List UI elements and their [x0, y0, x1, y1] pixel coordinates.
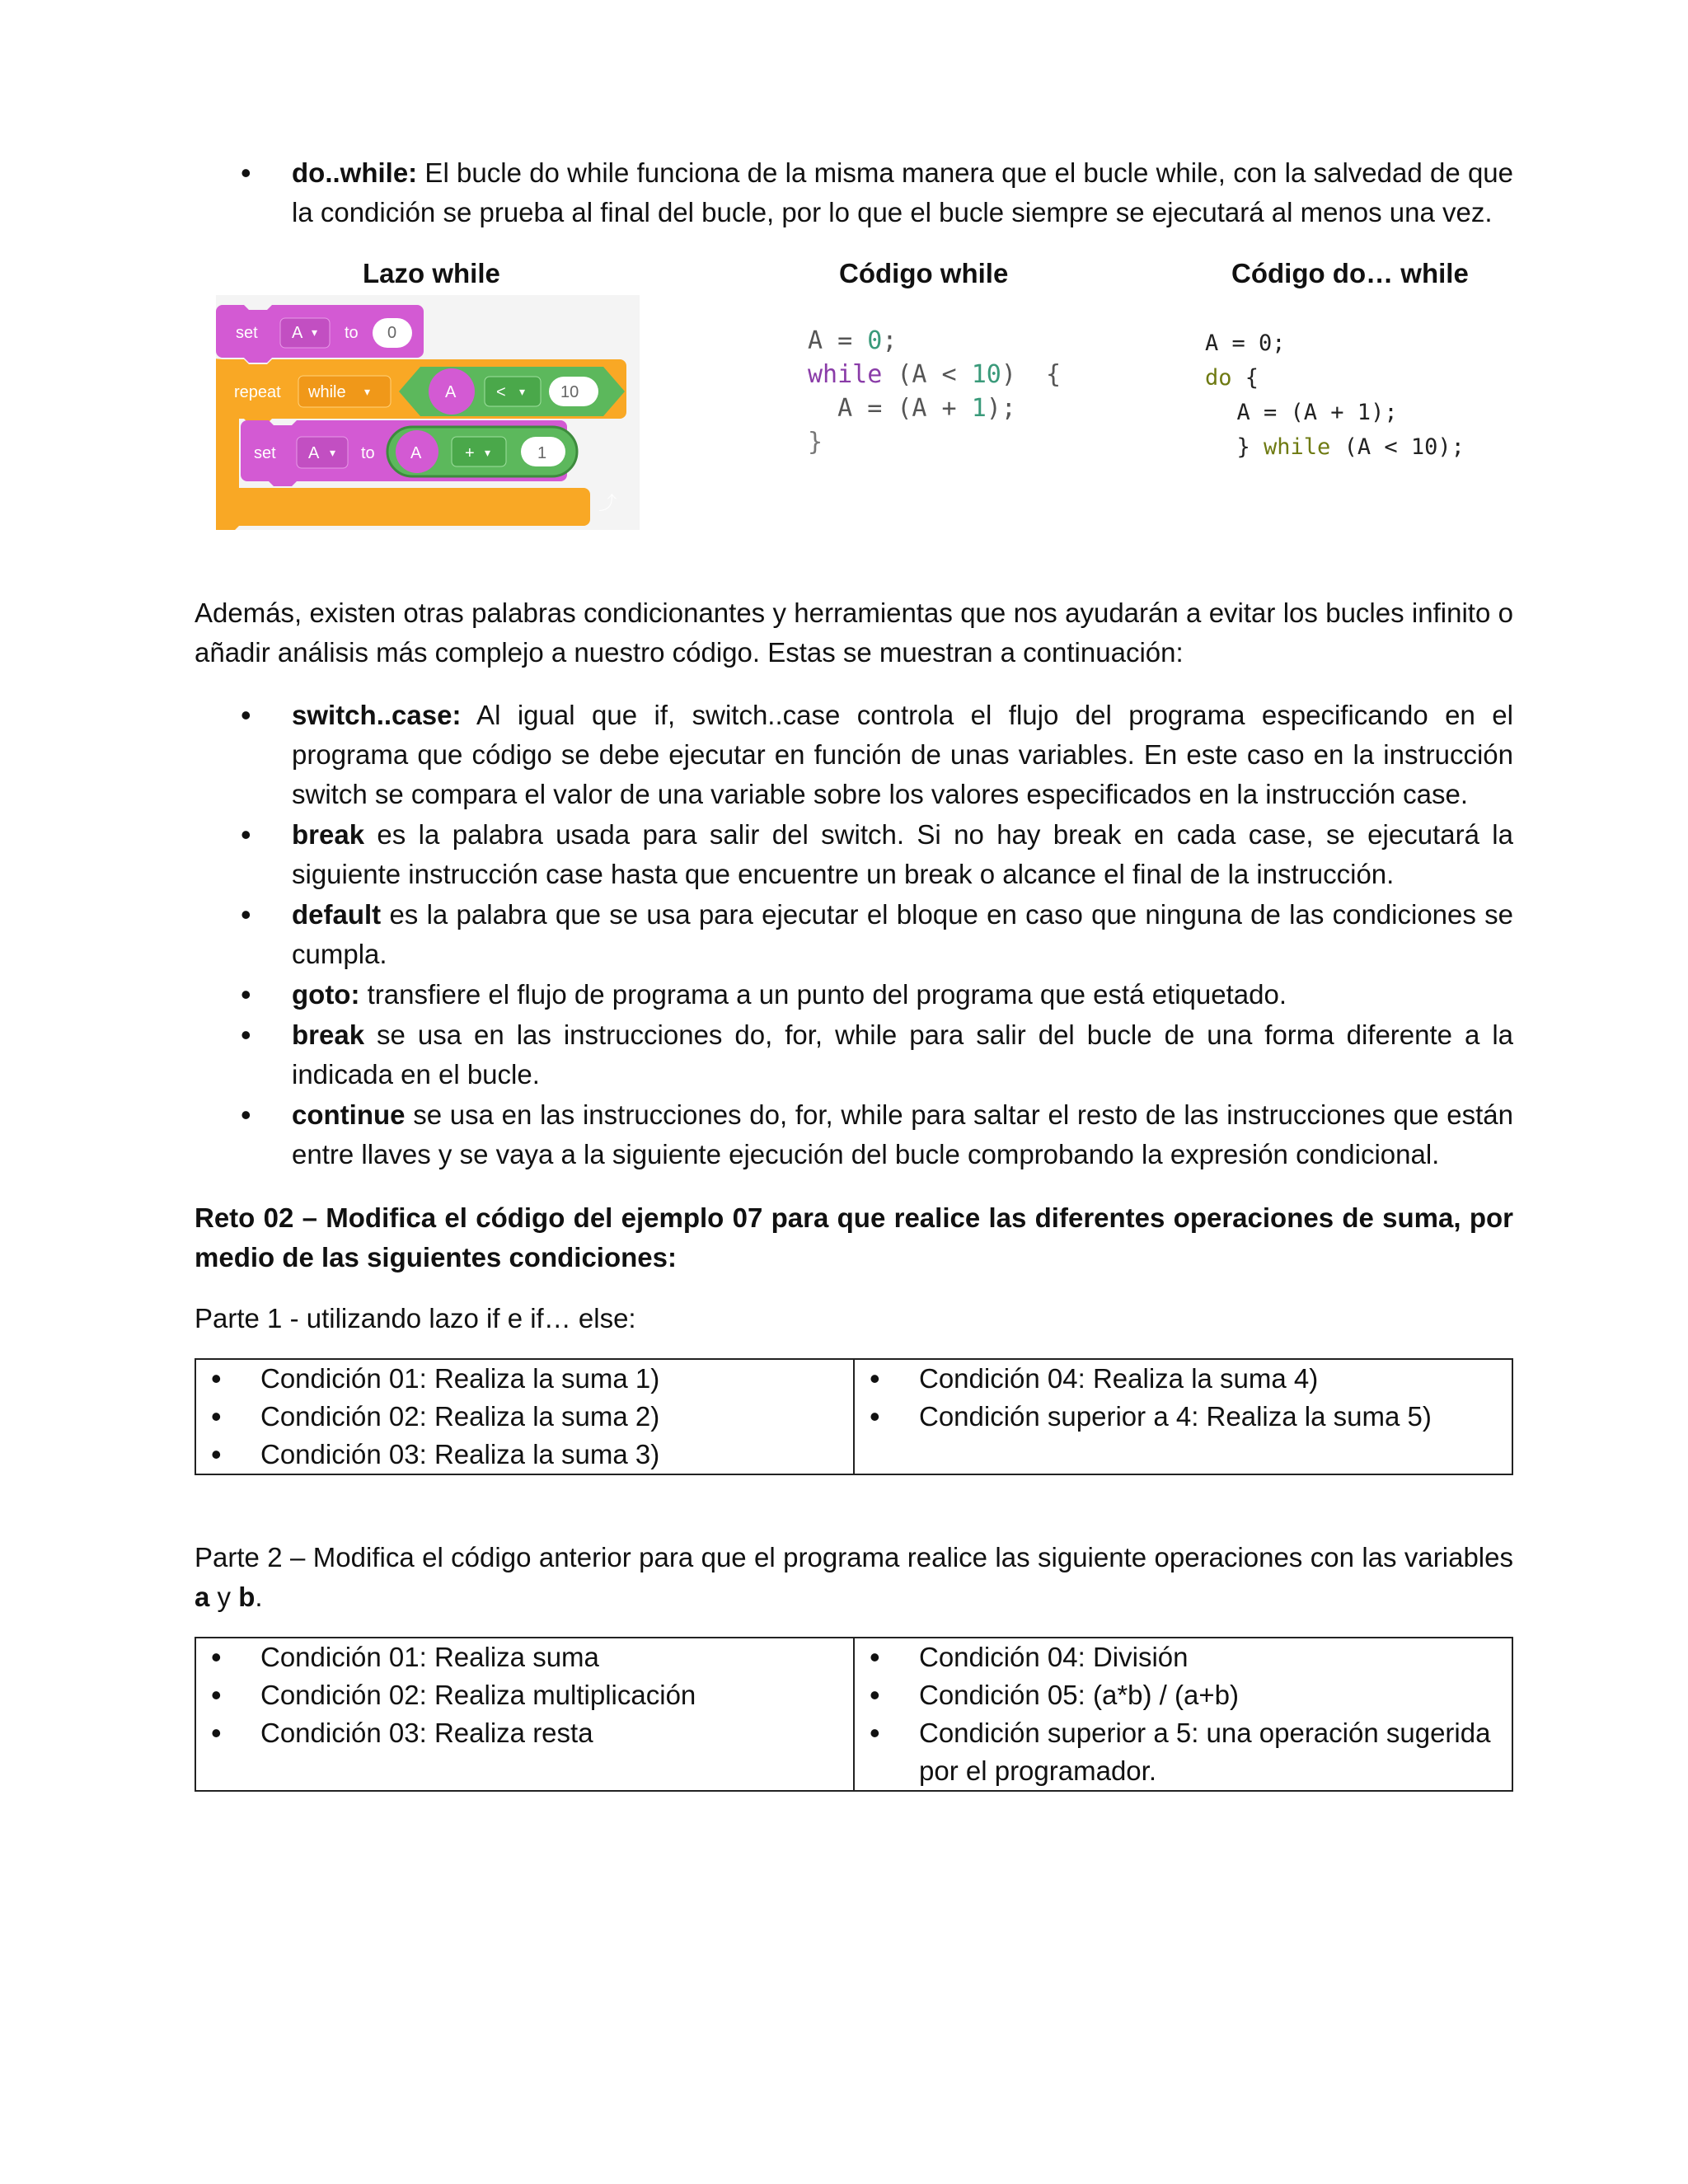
- set-label-1: set: [236, 324, 258, 342]
- keyword-item: • break es la palabra usada para salir del switch. Si no hay break en cada case, se ejecutará la siguiente instrucción case hasta que encuentre un break o alcance el final de la instrucción.: [195, 815, 1513, 894]
- chevron-down-icon: ▾: [364, 385, 371, 398]
- while-block-diagram: [216, 295, 640, 530]
- list-item: • Condición 04: División: [855, 1638, 1512, 1676]
- code-while-line-4: }: [808, 428, 823, 457]
- var-dropdown-2[interactable]: A: [308, 444, 320, 462]
- code-dowhile-line-2: do {: [1205, 365, 1259, 391]
- set-label-2: set: [254, 444, 276, 462]
- cond-var: A: [445, 383, 457, 401]
- keyword-item: • default es la palabra que se usa para ejecutar el bloque en caso que ninguna de las condiciones se cumpla.: [195, 895, 1513, 974]
- list-item: • Condición 02: Realiza multiplicación: [196, 1676, 853, 1714]
- parte1-right-cell: [854, 1359, 1512, 1474]
- list-item: • Condición 01: Realiza la suma 1): [196, 1360, 853, 1398]
- parte1-label: Parte 1 - utilizando lazo if e if… else:: [195, 1303, 636, 1333]
- list-item: • Condición 03: Realiza resta: [196, 1714, 853, 1752]
- cond-value[interactable]: 10: [560, 383, 579, 401]
- code-dowhile-line-4: } while (A < 10);: [1210, 434, 1465, 460]
- dowhile-keyword: do..while:: [292, 157, 418, 188]
- lazo-while-title: Lazo while: [363, 258, 500, 288]
- set-block-1: [216, 305, 424, 363]
- parte1-table: [195, 1358, 1513, 1475]
- keyword-item: • break se usa en las instrucciones do, for, while para salir del bucle de una forma diferente a la indicada en el bucle.: [195, 1015, 1513, 1094]
- value-input-1[interactable]: 0: [387, 324, 397, 342]
- repeat-label: repeat: [234, 383, 281, 401]
- set-block-2: [241, 420, 577, 486]
- code-while-line-2: while (A < 10) {: [808, 360, 1062, 389]
- parte2-left-cell: [195, 1638, 854, 1791]
- chevron-down-icon: ▾: [519, 385, 526, 398]
- chevron-down-icon: ▾: [312, 326, 318, 339]
- list-item: • Condición 04: Realiza la suma 4): [855, 1360, 1512, 1398]
- cond-op[interactable]: <: [496, 383, 506, 401]
- to-label-2: to: [361, 444, 375, 462]
- code-while-line-3: A = (A + 1);: [808, 394, 1016, 423]
- code-dowhile-line-3: A = (A + 1);: [1210, 400, 1398, 425]
- chevron-down-icon: ▾: [485, 446, 491, 459]
- codigo-while-title: Código while: [839, 258, 1009, 288]
- dowhile-bullet: [195, 153, 1513, 232]
- expr-value[interactable]: 1: [537, 444, 547, 462]
- code-dowhile: [1205, 292, 1465, 534]
- expr-op[interactable]: +: [465, 444, 475, 462]
- list-item: • Condición 02: Realiza la suma 2): [196, 1398, 853, 1436]
- keyword-item: • continue se usa en las instrucciones do, for, while para saltar el resto de las instrucciones que están entre llaves y se vaya a la siguiente ejecución del bucle comprobando la expresión condicional.: [195, 1095, 1513, 1174]
- codigo-dowhile-title: Código do… while: [1231, 258, 1469, 288]
- keyword-bullet-list: [195, 696, 1513, 1175]
- list-item: • Condición superior a 4: Realiza la suma 5): [855, 1398, 1512, 1436]
- dowhile-text: El bucle do while funciona de la misma manera que el bucle while, con la salvedad de que la condición se prueba al final del bucle, por lo que el bucle siempre se ejecutará al menos una vez.: [292, 157, 1513, 227]
- keyword-item: • goto: transfiere el flujo de programa a un punto del programa que está etiquetado.: [195, 975, 1513, 1015]
- intro-paragraph: Además, existen otras palabras condicionantes y herramientas que nos ayudarán a evitar los bucles infinito o añadir análisis más complejo a nuestro código. Estas se muestran a continuación:: [195, 598, 1513, 668]
- code-while: [808, 290, 1061, 527]
- code-while-line-1: A = 0;: [808, 326, 898, 355]
- reto-heading: Reto 02 – Modifica el código del ejemplo 07 para que realice las diferentes operaciones de suma, por medio de las siguientes condiciones:: [195, 1202, 1513, 1272]
- list-item: • Condición 05: (a*b) / (a+b): [855, 1676, 1512, 1714]
- var-dropdown-1[interactable]: A: [292, 324, 303, 342]
- list-item: • Condición 03: Realiza la suma 3): [196, 1436, 853, 1474]
- parte2-right-cell: [854, 1638, 1512, 1791]
- expr-var: A: [410, 444, 422, 462]
- parte2-table: [195, 1637, 1513, 1792]
- parte1-left-cell: [195, 1359, 854, 1474]
- loop-arrow-icon: ⤴: [598, 493, 617, 513]
- list-item: • Condición superior a 5: una operación sugerida por el programador.: [855, 1714, 1512, 1790]
- to-label-1: to: [345, 324, 359, 342]
- dowhile-bullet-list: [195, 153, 1513, 233]
- parte2-label: Parte 2 – Modifica el código anterior para que el programa realice las siguiente operaciones con las variables a y b.: [195, 1542, 1513, 1612]
- while-dropdown[interactable]: while: [308, 383, 346, 401]
- code-dowhile-line-1: A = 0;: [1205, 330, 1286, 356]
- block-diagram-svg: [216, 295, 640, 530]
- list-item: • Condición 01: Realiza suma: [196, 1638, 853, 1676]
- chevron-down-icon: ▾: [330, 446, 336, 459]
- keyword-item: • switch..case: Al igual que if, switch..case controla el flujo del programa especificando en el programa que código se debe ejecutar en función de unas variables. En este caso en la instrucción switch se compara el valor de una variable sobre los valores especificados en la instrucción case.: [195, 696, 1513, 814]
